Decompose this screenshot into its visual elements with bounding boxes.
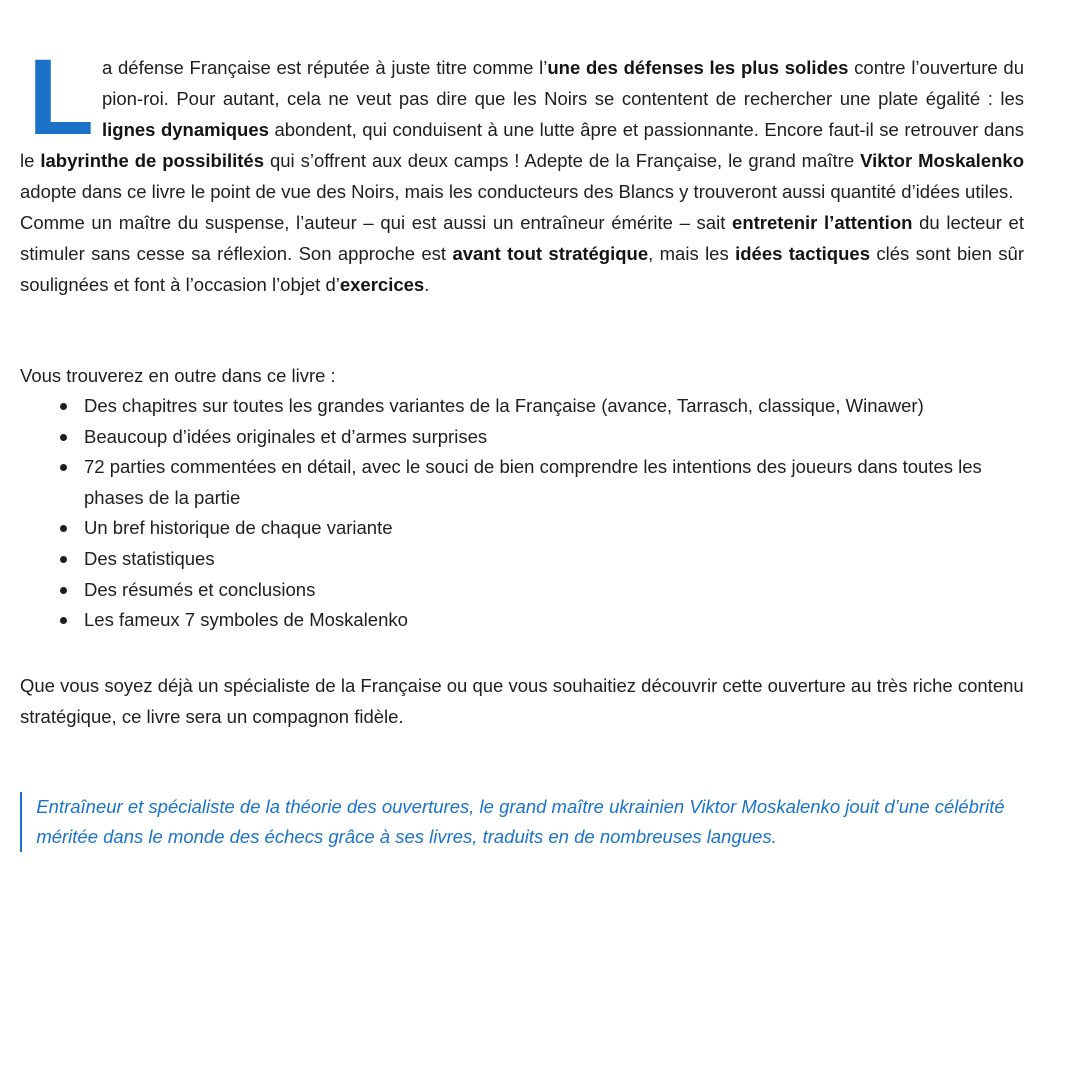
author-bio-text: Entraîneur et spécialiste de la théorie des ouvertures, le grand maître ukrainien Viktor Moskalenko jouit d’une célébrité méritée dans le monde des échecs grâce à ses livres, traduits en de nombreuses langues.	[36, 796, 1005, 847]
text-run: clés sont bien sûr soulignées et font à l’occasion l’objet d’	[20, 243, 1024, 295]
list-item-text: Des chapitres sur toutes les grandes variantes de la Française (avance, Tarrasch, classique, Winawer)	[84, 395, 924, 416]
text-run: , mais les	[648, 243, 736, 264]
text-run: abondent, qui conduisent à une lutte âpre et passionnante. Encore faut-il se retrouver dans le	[20, 119, 1025, 171]
accent-bar	[20, 792, 22, 852]
drop-cap: L	[28, 36, 94, 157]
list-item	[54, 391, 1024, 422]
list-item	[54, 605, 1024, 636]
intro-text	[20, 36, 1025, 300]
list-item-text: Beaucoup d’idées originales et d’armes surprises	[84, 425, 488, 447]
bold-phrase: exercices	[339, 274, 425, 295]
bullet-icon	[60, 525, 67, 532]
text-run: Comme un maître du suspense, l’auteur – qui est aussi un entraîneur émérite – sait	[20, 212, 733, 233]
bold-phrase: idées tactiques	[735, 243, 870, 264]
bold-phrase: avant tout stratégique	[452, 243, 649, 264]
list-item-text: Un bref historique de chaque variante	[84, 517, 393, 539]
text-run: .	[424, 274, 430, 295]
list-item-text: 72 parties commentées en détail, avec le souci de bien comprendre les intentions des joueurs dans toutes les phases de la partie	[84, 456, 982, 508]
bold-phrase: lignes dynamiques	[101, 119, 269, 140]
author-bio	[20, 792, 1030, 852]
bold-phrase: entretenir l’attention	[732, 212, 913, 233]
bullet-icon	[60, 464, 67, 471]
list-item-text: Les fameux 7 symboles de Moskalenko	[84, 609, 408, 631]
feature-list	[54, 391, 1024, 636]
author-name: Viktor Moskalenko	[860, 150, 1024, 171]
text-run: adopte dans ce livre le point de vue des Noirs, mais les conducteurs des Blancs y trouveront aussi quantité d’idées utiles.	[20, 181, 1014, 202]
bullet-icon	[60, 403, 67, 410]
intro-paragraph-1	[20, 36, 1025, 207]
intro-paragraph-2	[20, 207, 1024, 300]
bullet-icon	[60, 556, 67, 563]
text-run: a défense Française est réputée à juste titre comme l’	[101, 57, 548, 78]
list-item	[54, 422, 1024, 453]
list-item	[54, 575, 1024, 606]
list-item-text: Des résumés et conclusions	[84, 578, 316, 600]
list-lead: Vous trouverez en outre dans ce livre :	[20, 365, 336, 386]
bullet-icon	[60, 434, 67, 441]
list-item	[54, 513, 1024, 544]
bold-phrase: une des défenses les plus solides	[547, 57, 849, 78]
closing-paragraph: Que vous soyez déjà un spécialiste de la Française ou que vous souhaitiez découvrir cette ouverture au très riche contenu stratégique, ce livre sera un compagnon fidèle.	[20, 675, 1024, 727]
text-run: contre l’ouverture du pion-roi. Pour autant, cela ne veut pas dire que les Noirs se contentent de rechercher une plate égalité : les	[101, 57, 1024, 109]
list-item-text: Des statistiques	[84, 547, 215, 569]
bold-phrase: labyrinthe de possibilités	[40, 150, 265, 171]
text-run: qui s’offrent aux deux camps ! Adepte de la Française, le grand maître	[264, 150, 861, 171]
list-item	[54, 452, 1024, 513]
list-item	[54, 544, 1024, 575]
bullet-icon	[60, 617, 67, 624]
text-run: du lecteur et stimuler sans cesse sa réflexion. Son approche est	[20, 212, 1024, 264]
bullet-icon	[60, 587, 67, 594]
